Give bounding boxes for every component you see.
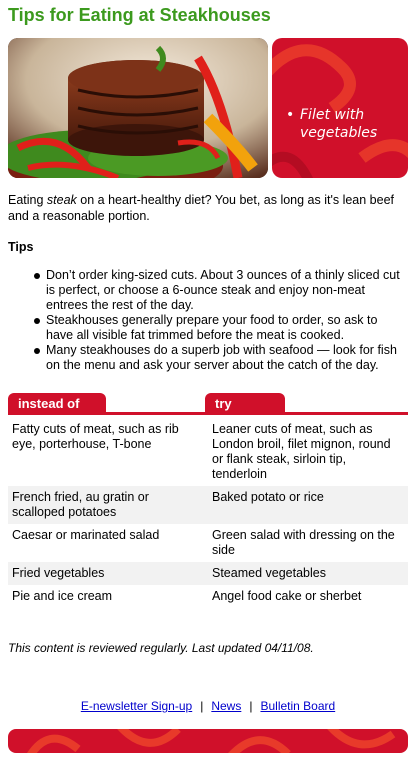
intro-text-start: Eating	[8, 193, 47, 207]
page-title: Tips for Eating at Steakhouses	[8, 5, 271, 25]
instead-cell: Caesar or marinated salad	[12, 528, 160, 542]
table-row	[8, 562, 408, 585]
table-row	[8, 524, 408, 562]
tip-item: Don’t order king-sized cuts. About 3 ounces of a thinly sliced cut is perfect, or choose a 6-ounce steak and enjoy non-meat entrees the rest of the day.	[46, 268, 406, 313]
news-link[interactable]: News	[211, 699, 242, 713]
try-cell: Green salad with dressing on the side	[212, 528, 395, 557]
steak-photo	[8, 38, 268, 178]
bulletin-board-link[interactable]: Bulletin Board	[260, 699, 336, 713]
try-cell: Baked potato or rice	[212, 490, 324, 504]
footer-decoration	[8, 729, 408, 753]
try-cell: Leaner cuts of meat, such as London broil, filet mignon, round or flank steak, sirloin tip, tenderloin	[212, 422, 391, 481]
swap-table	[8, 418, 408, 608]
instead-of-tab: instead of	[8, 393, 106, 415]
tip-item: Steakhouses generally prepare your food to order, so ask to have all visible fat trimmed before the meat is cooked.	[46, 313, 406, 343]
try-cell: Angel food cake or sherbet	[212, 589, 362, 603]
newsletter-signup-link[interactable]: E-newsletter Sign-up	[80, 699, 193, 713]
caption-bullet: •	[286, 107, 295, 123]
try-cell: Steamed vegetables	[212, 566, 326, 580]
intro-text-end: on a heart-healthy diet? You bet, as long as it's lean beef and a reasonable portion.	[8, 193, 395, 223]
link-separator: |	[200, 699, 204, 713]
table-row	[8, 585, 408, 608]
link-separator: |	[249, 699, 253, 713]
swap-table-header	[8, 393, 408, 415]
table-row	[8, 418, 408, 486]
tip-item: Many steakhouses do a superb job with seafood — look for fish on the menu and ask your server about the catch of the day.	[46, 343, 406, 373]
intro-paragraph	[8, 192, 408, 224]
table-row	[8, 486, 408, 524]
hero-caption	[286, 106, 390, 142]
instead-cell: Fried vegetables	[12, 566, 105, 580]
tips-list	[46, 268, 406, 373]
footer-swirl-decoration	[8, 729, 408, 753]
tips-heading: Tips	[8, 240, 34, 254]
caption-text: Filet with vegetables	[300, 107, 378, 141]
steak-illustration	[8, 38, 268, 178]
try-tab: try	[205, 393, 285, 415]
instead-cell: Pie and ice cream	[12, 589, 113, 603]
intro-emphasis: steak	[46, 193, 77, 207]
instead-cell: French fried, au gratin or scalloped potatoes	[12, 490, 149, 519]
instead-cell: Fatty cuts of meat, such as rib eye, porterhouse, T-bone	[12, 422, 179, 451]
footer-links	[0, 699, 416, 713]
hero-caption-panel	[272, 38, 408, 178]
review-note: This content is reviewed regularly. Last updated 04/11/08.	[8, 641, 314, 655]
